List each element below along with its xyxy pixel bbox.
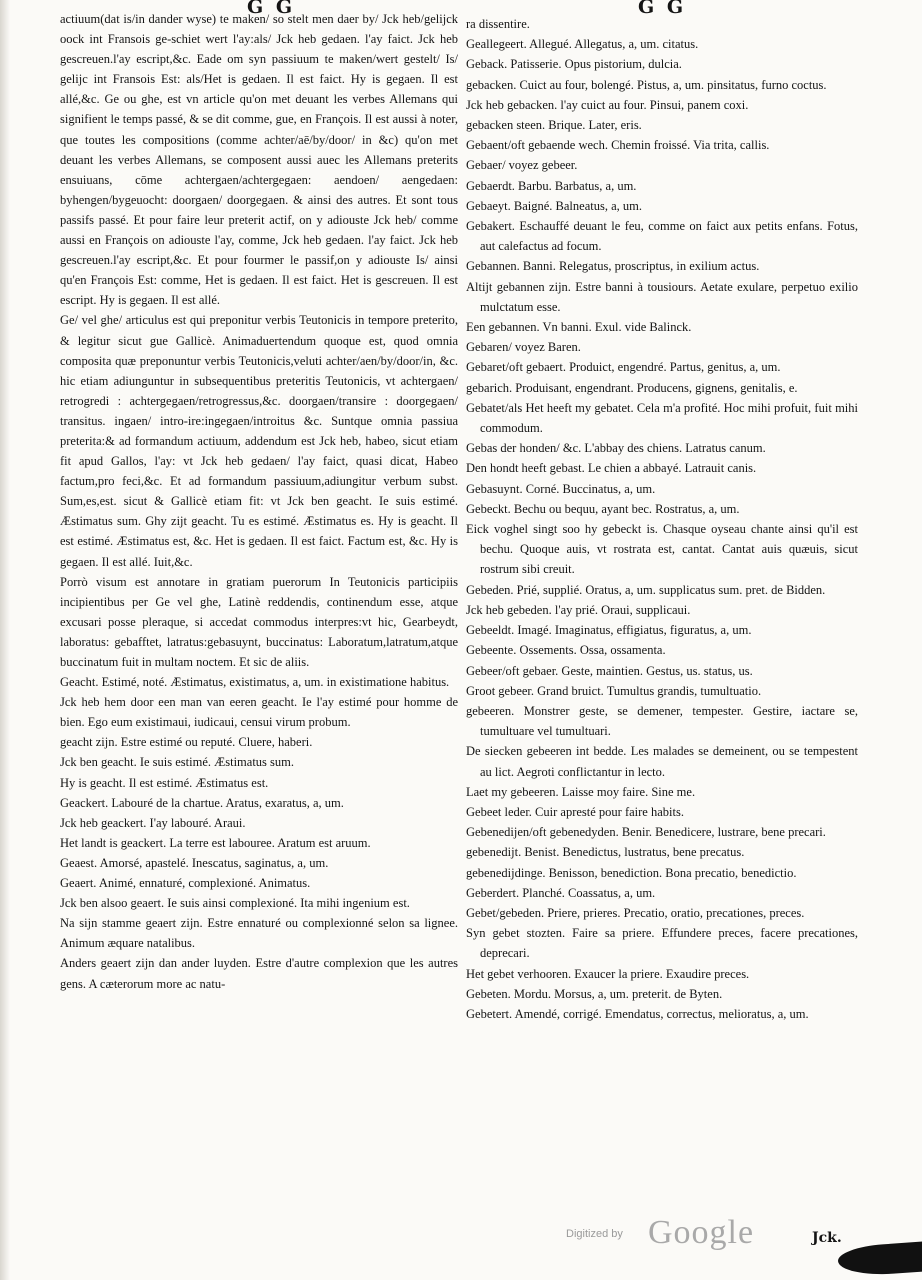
right-entry: gebarich. Produisant, engendrant. Producens, gignens, genitalis, e.: [466, 380, 798, 395]
right-entry: Gebet/gebeden. Priere, prieres. Precatio, oratio, precationes, preces.: [466, 905, 805, 920]
left-entry: Jck heb hem door een man van eeren geacht. Ie l'ay estimé pour homme de bien. Ego eum existimaui, iudicaui, censui virum probum.: [60, 695, 458, 730]
left-entry: Jck heb geackert. I'ay labouré. Araui.: [60, 815, 246, 830]
right-entry: Gebannen. Banni. Relegatus, proscriptus, in exilium actus.: [466, 259, 760, 274]
ink-smudge: [837, 1241, 922, 1278]
right-entry: Gebaer/ voyez gebeer.: [466, 158, 578, 173]
right-entry: Groot gebeer. Grand bruict. Tumultus grandis, tumultuatio.: [466, 683, 762, 698]
right-entry: Gebaerdt. Barbu. Barbatus, a, um.: [466, 178, 637, 193]
right-entry: Gebeet leder. Cuir apresté pour faire habits.: [466, 804, 684, 819]
right-entry: Gebaent/oft gebaende wech. Chemin froissé. Via trita, callis.: [466, 138, 770, 153]
left-entry: Na sijn stamme geaert zijn. Estre ennaturé ou complexionné selon sa lignee. Animum æquare natalibus.: [60, 916, 458, 951]
digitized-by-label: Digitized by: [566, 1228, 623, 1240]
right-entry: Gebetert. Amendé, corrigé. Emendatus, correctus, melioratus, a, um.: [466, 1006, 809, 1021]
page-spine-shadow: [0, 0, 10, 1280]
right-entry: Laet my gebeeren. Laisse moy faire. Sine me.: [466, 784, 696, 799]
left-entry: Jck ben alsoo geaert. Ie suis ainsi complexioné. Ita mihi ingenium est.: [60, 896, 410, 911]
right-entry: Gebeeldt. Imagé. Imaginatus, effigiatus, figuratus, a, um.: [466, 623, 752, 638]
right-entry: Gebenedijen/oft gebenedyden. Benir. Benedicere, lustrare, bene precari.: [466, 825, 826, 840]
right-entry: Gebakert. Eschauffé deuant le feu, comme on faict aux petits enfans. Fotus, aut calefactus ad focum.: [466, 219, 858, 254]
running-header-left: G G: [247, 0, 296, 18]
left-entry: actiuum(dat is/in dander wyse) te maken/ so stelt men daer by/ Jck heb/gelijck oock int Fransois ge-schiet wert l'ay:als/ Jck heb gedaen. l'ay faict. Jck heb gescreuen.l'ay escript,&c. Eade om syn passiuum te maken/wert gestelt/ Is/ gelijc int Fransois Est: als/Het is gedaen. Il est faict. Hy is gegaen. Il est allé,&c. Ge ou ghe, est vn article qu'on met deuant les verbes Allemans qui signifient le temps passé, & se dit comme, gue, en François. Il est aussi à noter, que toutes les compositions (comme achter/aē/by/door/ in &c) qu'on met deuant les verbes Allemans, se composent aussi auec les Allemans preterits ensuiuans, cōme achtergaen/achtergegaen: aendoen/ aengedaen: byhengen/bygeuocht: doorgaen/ doorgegaen. & ainsi des autres. Et sont tous passifs passé. Et pour faire leur preterit actif, on y adiouste Jck heb/ comme aussi en François on adiouste l'ay, comme, Jck heb gedaen. l'ay faict. Jck heb gescreuen.l'ay escript,&c. Et pour fourmer le passif,on y adiouste Is/ ainsi qu'en François Est: comme, Het is gedaen. Il est faict. Het is gescreuen. Il est escript. Hy is gegaen. Il est allé.: [60, 12, 458, 308]
right-entry: Gebeckt. Bechu ou bequu, ayant bec. Rostratus, a, um.: [466, 501, 740, 516]
right-entry: Jck heb gebacken. l'ay cuict au four. Pinsui, panem coxi.: [466, 97, 749, 112]
right-entry: Gebaren/ voyez Baren.: [466, 340, 581, 355]
right-entry: Altijt gebannen zijn. Estre banni à tousiours. Aetate exulare, perpetuo exilio mulctatum esse.: [466, 279, 858, 314]
left-entry: Het landt is geackert. La terre est labouree. Aratum est aruum.: [60, 835, 371, 850]
right-entry: Den hondt heeft gebast. Le chien a abbayé. Latrauit canis.: [466, 461, 757, 476]
right-entry: Syn gebet stozten. Faire sa priere. Effundere preces, facere precationes, deprecari.: [466, 926, 858, 961]
catchword: Jck.: [812, 1230, 842, 1246]
right-entry: Jck heb gebeden. l'ay prié. Oraui, supplicaui.: [466, 602, 691, 617]
left-entry: Jck ben geacht. Ie suis estimé. Æstimatus sum.: [60, 755, 294, 770]
right-entry: gebenedijt. Benist. Benedictus, lustratus, bene precatus.: [466, 845, 745, 860]
right-entry: Gebeden. Prié, supplié. Oratus, a, um. supplicatus sum. pret. de Bidden.: [466, 582, 826, 597]
right-entry: Het gebet verhooren. Exaucer la priere. Exaudire preces.: [466, 966, 750, 981]
right-column: [466, 14, 858, 1024]
right-entry: Een gebannen. Vn banni. Exul. vide Balinck.: [466, 320, 692, 335]
right-entry: gebeeren. Monstrer geste, se demener, tempester. Gestire, iactare se, tumultuare vel tumultuari.: [466, 703, 858, 739]
right-entry: Gebatet/als Het heeft my gebatet. Cela m'a profité. Hoc mihi profuit, fuit mihi commodum.: [466, 400, 858, 436]
right-entry: Gebasuynt. Corné. Buccinatus, a, um.: [466, 481, 656, 496]
right-entry: Geback. Patisserie. Opus pistorium, dulcia.: [466, 57, 682, 72]
right-entry: Geberdert. Planché. Coassatus, a, um.: [466, 885, 656, 900]
left-entry: Hy is geacht. Il est estimé. Æstimatus est.: [60, 775, 269, 790]
right-entry: Gebaeyt. Baigné. Balneatus, a, um.: [466, 198, 642, 213]
right-entry: ra dissentire.: [466, 17, 530, 31]
right-entry: Gebeente. Ossements. Ossa, ossamenta.: [466, 643, 666, 658]
left-entry: Porrò visum est annotare in gratiam puerorum In Teutonicis participiis incipientibus per Ge vel ghe, Latinè reddendis, continendum esse, atque excusari posse pleraque, si accedat commodus interpres:vt hic, Gearbeydt, laboratus: gebafftet, latratus:gebasuynt, buccinatus: Laboratum,latratum,atque buccinatum fuit in multam noctem. Et sic de aliis.: [60, 574, 458, 669]
right-entry: gebenedijdinge. Benisson, benediction. Bona precatio, benedictio.: [466, 865, 797, 880]
left-entry: Geaert. Animé, ennaturé, complexioné. Animatus.: [60, 876, 311, 891]
right-entry: Gebeer/oft gebaer. Geste, maintien. Gestus, us. status, us.: [466, 663, 753, 678]
left-entry: Anders geaert zijn dan ander luyden. Estre d'autre complexion que les autres gens. A cæterorum more ac natu-: [60, 956, 458, 991]
right-entry: Gebas der honden/ &c. L'abbay des chiens. Latratus canum.: [466, 441, 766, 456]
right-entry: Geallegeert. Allegué. Allegatus, a, um. citatus.: [466, 37, 699, 52]
left-entry: Geackert. Labouré de la chartue. Aratus, exaratus, a, um.: [60, 795, 344, 810]
running-header-right: G G: [638, 0, 687, 18]
right-entry: Gebaret/oft gebaert. Produict, engendré. Partus, genitus, a, um.: [466, 360, 781, 375]
right-entry: gebacken. Cuict au four, bolengé. Pistus, a, um. pinsitatus, furno coctus.: [466, 77, 827, 92]
left-entry: Geacht. Estimé, noté. Æstimatus, existimatus, a, um. in existimatione habitus.: [60, 675, 450, 690]
google-logo: Google: [648, 1214, 755, 1251]
right-entry: Gebeten. Mordu. Morsus, a, um. preterit. de Byten.: [466, 986, 723, 1001]
right-entry: De siecken gebeeren int bedde. Les malades se demeinent, ou se tempestent au lict. Aegroti conflictantur in lecto.: [466, 744, 858, 779]
left-entry: geacht zijn. Estre estimé ou reputé. Cluere, haberi.: [60, 735, 313, 750]
right-entry: Eick voghel singt soo hy gebeckt is. Chasque oyseau chante ainsi qu'il est bechu. Quoque auis, vt rostrata est, cantat. Cantat auis quæuis, sicut rostrum sibi creuit.: [466, 522, 858, 577]
left-entry: Geaest. Amorsé, apastelé. Inescatus, saginatus, a, um.: [60, 855, 329, 870]
right-entry: gebacken steen. Brique. Later, eris.: [466, 118, 642, 133]
left-entry: Ge/ vel ghe/ articulus est qui preponitur verbis Teutonicis in tempore preterito, & legitur sicut gue Gallicè. Animaduertendum quoque est, quod omnia composita quæ preponuntur verbis Teutonicis,veluti achter/aen/by/door/in, &c. hic etiam adiunguntur in subsequentibus preteritis Teutonicis, vt achtergaen/ retrogredi : achtergegaen/retrogressus,&c. doorgaen/transire : doorgegaen/ transitus. ingaen/ intro-ire:ingegaen/introitus &c. Suntque omnia passiua preterita:& ad formandum actiuum, addendum est Jck heb, habeo, sicut etiam fit apud Gallos, l'ay: vt Jck heb gedaen/ l'ay faict, quasi dicat, Habeo factum,pro feci,&c. Et ad formandum passiuum,adiungitur verbum subst. Sum,es,est. sicut & Gallicè etiam fit: vt Jck ben geacht. Ie suis estimé. Æstimatus sum. Ghy zijt geacht. Tu es estimé. Æstimatus es. Hy is geacht. Il est estimé. Æstimatus est, &c. Het is gedaen. Il est faict. Factum est, &c. Hy is gegaen. Il est allé. Iuit,&c.: [60, 313, 458, 569]
left-column: [60, 9, 458, 994]
